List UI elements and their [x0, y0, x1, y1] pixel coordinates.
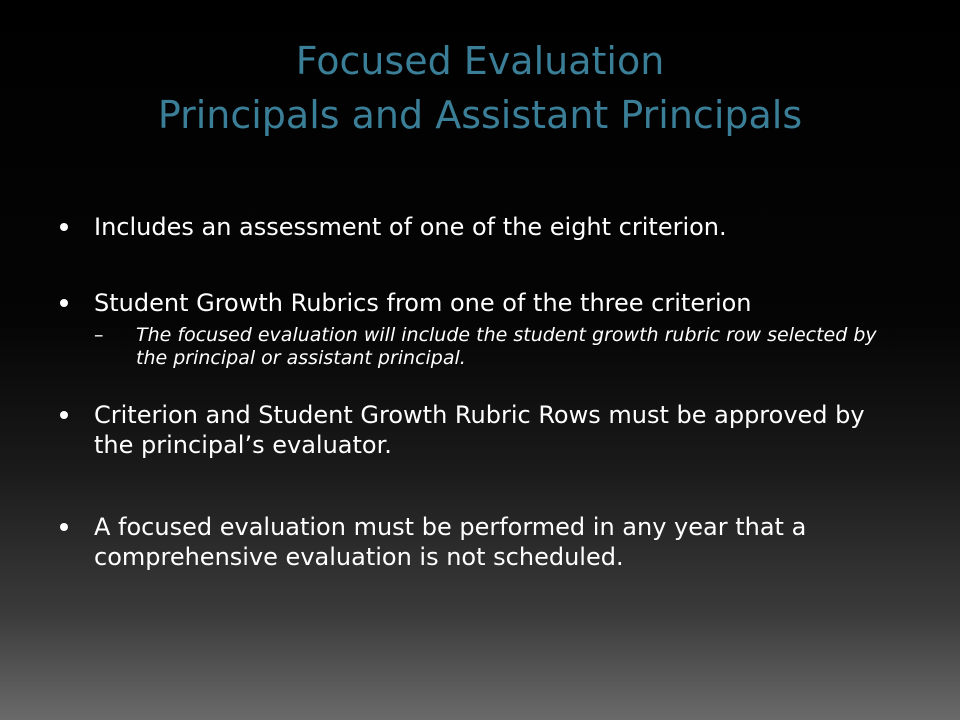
bullet-dot-icon — [60, 523, 68, 531]
sub-bullet-item — [94, 324, 910, 370]
sub-bullet-dash-icon: – — [94, 324, 104, 346]
bullet-text: Includes an assessment of one of the eight criterion. — [94, 213, 727, 241]
title-line-1: Focused Evaluation — [295, 39, 665, 83]
bullet-dot-icon — [60, 299, 68, 307]
bullet-item — [60, 288, 910, 370]
bullet-item — [60, 512, 910, 572]
bullet-dot-icon — [60, 223, 68, 231]
sub-bullet-text: The focused evaluation will include the student growth rubric row selected by the principal or assistant principal. — [136, 324, 877, 369]
bullet-text: Criterion and Student Growth Rubric Rows must be approved by the principal’s evaluator. — [94, 401, 865, 459]
title-line-2: Principals and Assistant Principals — [157, 93, 803, 137]
bullet-item — [60, 400, 910, 460]
bullet-list — [60, 212, 910, 572]
slide-title — [40, 34, 920, 142]
bullet-dot-icon — [60, 411, 68, 419]
bullet-text: A focused evaluation must be performed in any year that a comprehensive evaluation is not scheduled. — [94, 513, 807, 571]
bullet-text: Student Growth Rubrics from one of the three criterion — [94, 289, 752, 317]
bullet-item — [60, 212, 910, 242]
